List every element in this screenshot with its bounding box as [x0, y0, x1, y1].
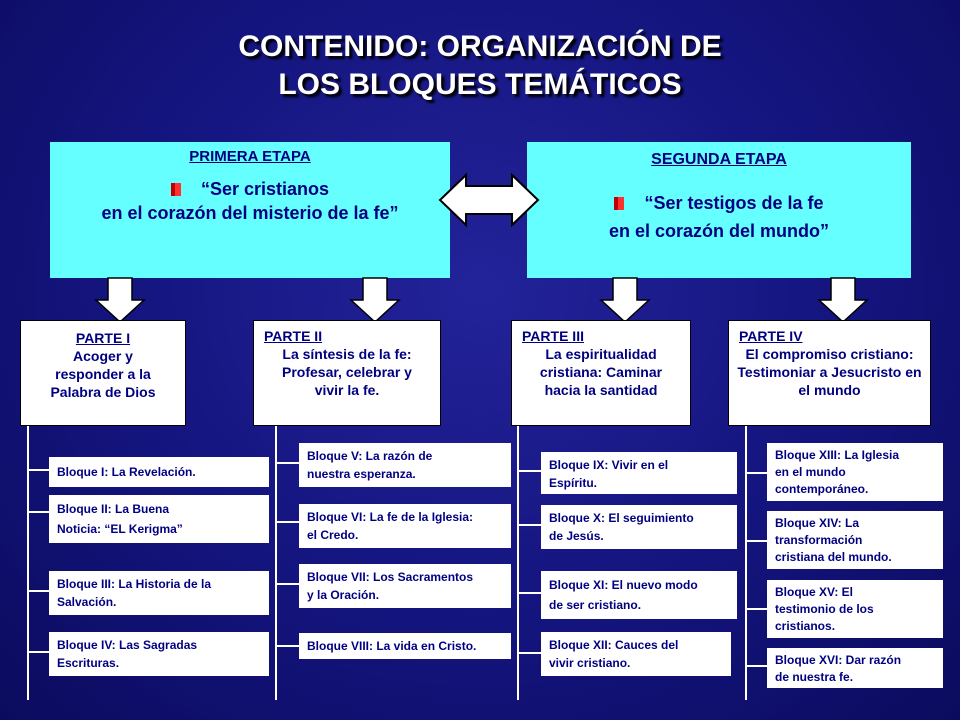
connector-line — [275, 583, 299, 585]
connector-line — [745, 665, 767, 667]
connector-line — [517, 652, 541, 654]
bloque-14: Bloque XIV: La transformación cristiana del mundo. — [767, 511, 943, 569]
double-arrow-icon — [440, 175, 538, 225]
connector-line — [27, 469, 49, 471]
connector-line — [517, 470, 541, 472]
bloque-5: Bloque V: La razón de nuestra esperanza. — [299, 443, 511, 487]
bloque-16: Bloque XVI: Dar razón de nuestra fe. — [767, 648, 943, 688]
parte-2 — [253, 320, 441, 426]
title-line-1: CONTENIDO: ORGANIZACIÓN DE — [238, 30, 722, 63]
title-line-2: LOS BLOQUES TEMÁTICOS — [278, 68, 682, 101]
connector-line — [275, 426, 277, 700]
connector-line — [275, 462, 299, 464]
bloque-7: Bloque VII: Los Sacramentos y la Oración. — [299, 564, 511, 608]
parte-3-title: PARTE III — [522, 328, 584, 344]
bloque-15: Bloque XV: El testimonio de los cristianos. — [767, 580, 943, 638]
bloque-3: Bloque III: La Historia de la Salvación. — [49, 571, 269, 615]
bloque-10: Bloque X: El seguimiento de Jesús. — [541, 505, 737, 549]
connector-line — [275, 645, 299, 647]
bloque-8: Bloque VIII: La vida en Cristo. — [299, 633, 511, 659]
connector-line — [745, 426, 747, 700]
connector-line — [745, 472, 767, 474]
connector-line — [517, 426, 519, 700]
down-arrow-icon — [601, 278, 649, 322]
stage-segunda-quote-2: en el corazón del mundo” — [608, 221, 830, 241]
stage-primera-quote-1: “Ser cristianos — [50, 177, 450, 201]
bloque-12: Bloque XII: Cauces del vivir cristiano. — [541, 632, 731, 676]
parte-4-title: PARTE IV — [739, 328, 803, 344]
down-arrow-icon — [351, 278, 399, 322]
bloque-2: Bloque II: La Buena Noticia: “EL Kerigma” — [49, 495, 269, 543]
bloque-11: Bloque XI: El nuevo modo de ser cristiano. — [541, 571, 737, 619]
stage-segunda-quote-1: “Ser testigos de la fe — [527, 189, 911, 217]
parte-2-text: La síntesis de la fe: Profesar, celebrar y vivir la fe. — [282, 346, 412, 398]
parte-3-text: La espiritualidad cristiana: Caminar hacia la santidad — [539, 346, 663, 398]
parte-1-text: Acoger y responder a la Palabra de Dios — [50, 348, 156, 400]
parte-4-text: El compromiso cristiano: Testimoniar a Jesucristo en el mundo — [737, 346, 922, 398]
parte-3 — [511, 320, 691, 426]
connector-line — [517, 524, 541, 526]
stage-segunda-label: SEGUNDA ETAPA — [651, 151, 787, 168]
stage-primera-quote-2: en el corazón del misterio de la fe” — [101, 203, 399, 223]
connector-line — [275, 521, 299, 523]
parte-1 — [20, 320, 186, 426]
connector-line — [27, 651, 49, 653]
connector-line — [27, 590, 49, 592]
bloque-1: Bloque I: La Revelación. — [49, 457, 269, 487]
bloque-6: Bloque VI: La fe de la Iglesia: el Credo. — [299, 504, 511, 548]
stage-primera-label: PRIMERA ETAPA — [189, 148, 311, 165]
parte-4 — [728, 320, 931, 426]
parte-1-title: PARTE I — [75, 330, 131, 346]
connector-line — [27, 511, 49, 513]
down-arrow-icon — [819, 278, 867, 322]
down-arrow-icon — [96, 278, 144, 322]
parte-2-title: PARTE II — [264, 328, 323, 344]
bloque-9: Bloque IX: Vivir en el Espíritu. — [541, 452, 737, 494]
connector-line — [517, 592, 541, 594]
connector-line — [745, 608, 767, 610]
bloque-13: Bloque XIII: La Iglesia en el mundo contemporáneo. — [767, 443, 943, 501]
connector-line — [745, 540, 767, 542]
bloque-4: Bloque IV: Las Sagradas Escrituras. — [49, 632, 269, 676]
connector-line — [27, 426, 29, 700]
